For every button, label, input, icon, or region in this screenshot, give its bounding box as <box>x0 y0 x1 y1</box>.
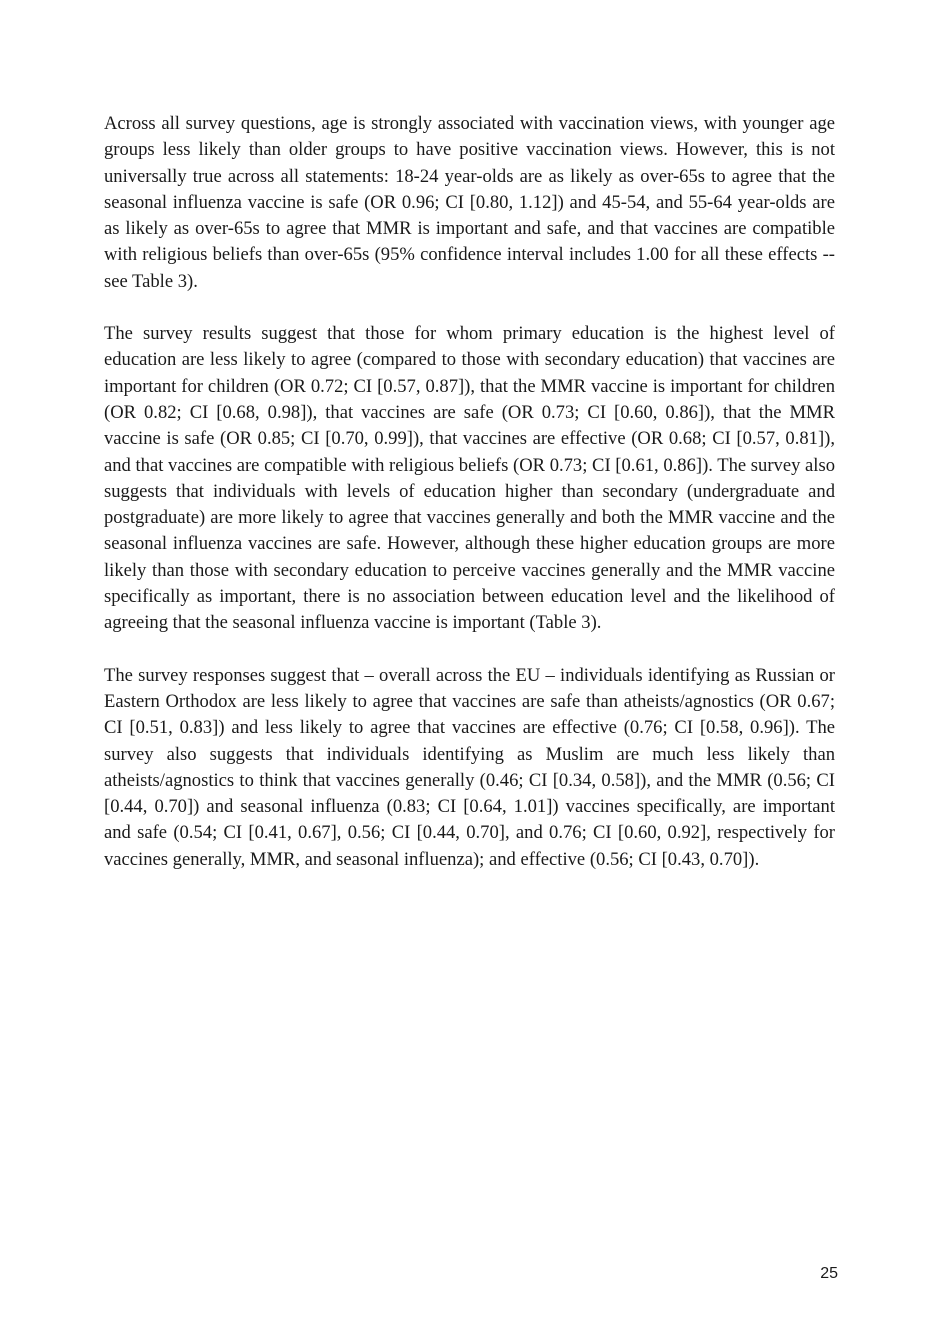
paragraph-religion: The survey responses suggest that – overall across the EU – individuals identifying as Russian or Eastern Orthodox are less likely to agree that vaccines are safe than atheists/agnostics (OR 0.67; CI [0.51, 0.83]) and less likely to agree that vaccines are effective (0.76; CI [0.58, 0.96]). The survey also suggests that individuals identifying as Muslim are much less likely than atheists/agnostics to think that vaccines generally (0.46; CI [0.34, 0.58]), and the MMR (0.56; CI [0.44, 0.70]) and seasonal influenza (0.83; CI [0.64, 1.01]) vaccines specifically, are important and safe (0.54; CI [0.41, 0.67], 0.56; CI [0.44, 0.70], and 0.76; CI [0.60, 0.92], respectively for vaccines generally, MMR, and seasonal influenza); and effective (0.56; CI [0.43, 0.70]). <box>104 664 835 870</box>
paragraph-age-associations: Across all survey questions, age is strongly associated with vaccination views, with younger age groups less likely than older groups to have positive vaccination views. However, this is not universally true across all statements: 18-24 year-olds are as likely as over-65s to agree that the seasonal influenza vaccine is safe (OR 0.96; CI [0.80, 1.12]) and 45-54, and 55-64 year-olds are as likely as over-65s to agree that MMR is important and safe, and that vaccines are compatible with religious beliefs than over-65s (95% confidence interval includes 1.00 for all these effects -- see Table 3). <box>104 113 835 292</box>
paragraph-education-level: The survey results suggest that those for whom primary education is the highest level of education are less likely to agree (compared to those with secondary education) that vaccines are important for children (OR 0.72; CI [0.57, 0.87]), that the MMR vaccine is important for children (OR 0.82; CI [0.68, 0.98]), that vaccines are safe (OR 0.73; CI [0.60, 0.86]), that the MMR vaccine is safe (OR 0.85; CI [0.70, 0.99]), that vaccines are effective (OR 0.68; CI [0.57, 0.81]), and that vaccines are compatible with religious beliefs (OR 0.73; CI [0.61, 0.86]). The survey also suggests that individuals with levels of education higher than secondary (undergraduate and postgraduate) are more likely to agree that vaccines generally and both the MMR vaccine and the seasonal influenza vaccines are safe. However, although these higher education groups are more likely than those with secondary education to perceive vaccines generally and the MMR vaccine specifically as important, there is no association between education level and the likelihood of agreeing that the seasonal influenza vaccine is important (Table 3). <box>104 323 835 634</box>
body-text <box>104 111 835 899</box>
page-number: 25 <box>820 1265 838 1282</box>
